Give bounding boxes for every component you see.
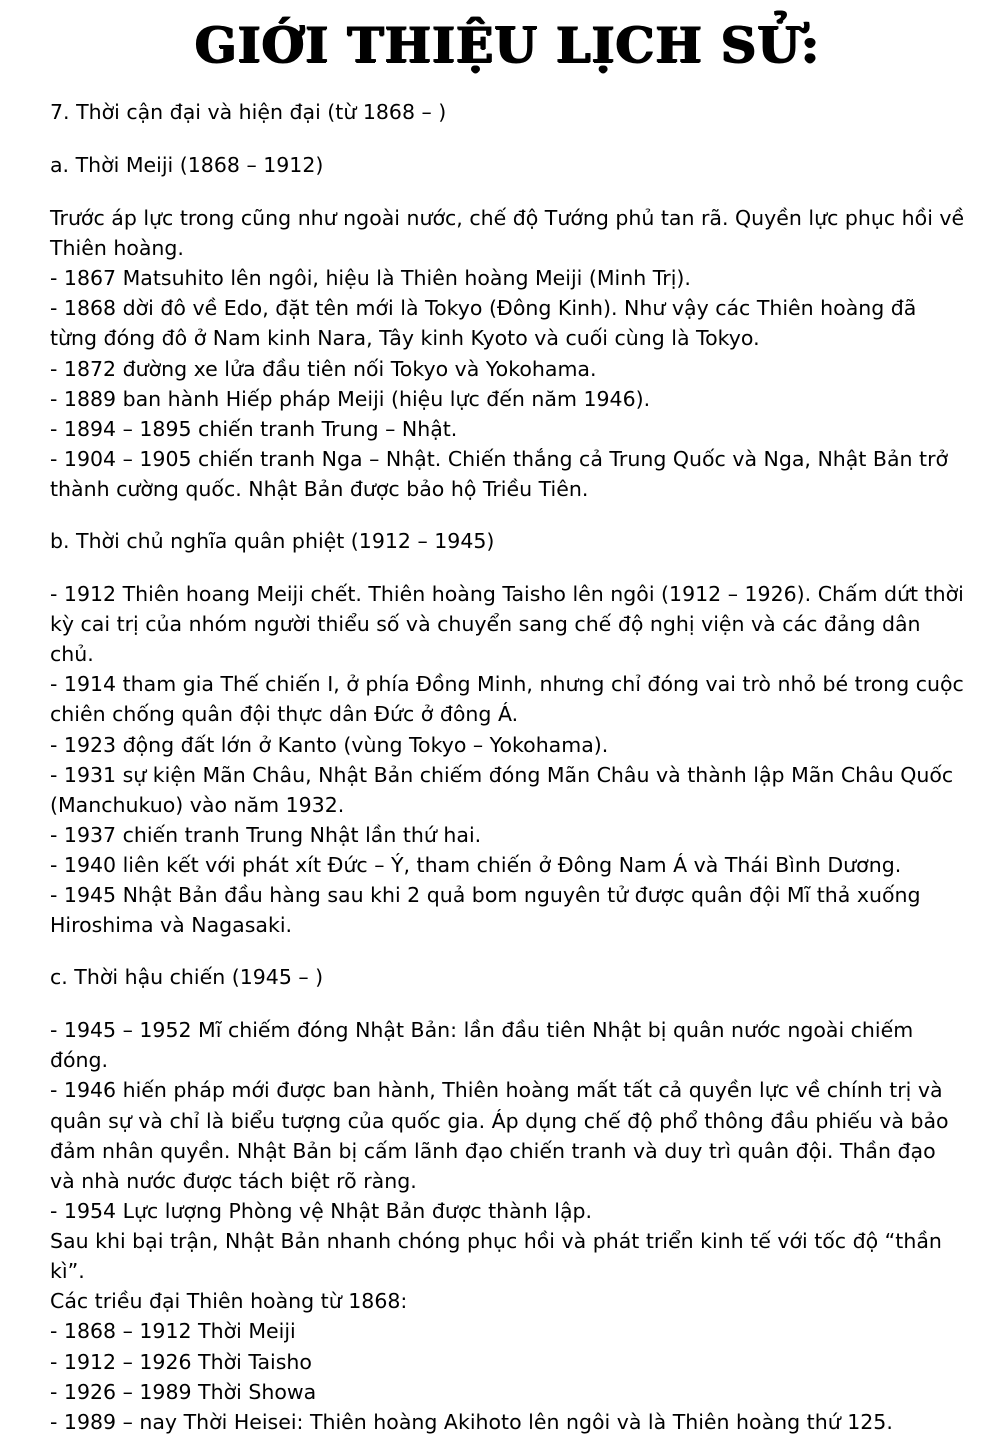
text-line: Sau khi bại trận, Nhật Bản nhanh chóng phục hồi và phát triển kinh tế với tốc độ “thần kì”. [50, 1229, 942, 1284]
subsection-heading-a: a. Thời Meiji (1868 – 1912) [50, 153, 324, 178]
text-line: - 1867 Matsuhito lên ngôi, hiệu là Thiên hoàng Meiji (Minh Trị). [50, 266, 691, 291]
text-line: - 1923 động đất lớn ở Kanto (vùng Tokyo – Yokohama). [50, 732, 609, 757]
text-line: - 1989 – nay Thời Heisei: Thiên hoàng Akihoto lên ngôi và là Thiên hoàng thứ 125. [50, 1409, 893, 1434]
text-line: - 1868 dời đô về Edo, đặt tên mới là Tokyo (Đông Kinh). Như vậy các Thiên hoàng đã từng đóng đô ở Nam kinh Nara, Tây kinh Kyoto và cuối cùng là Tokyo. [50, 296, 917, 351]
page-title: GIỚI THIỆU LỊCH SỬ: [194, 16, 821, 74]
text-line: - 1931 sự kiện Mãn Châu, Nhật Bản chiếm đóng Mãn Châu và thành lập Mãn Châu Quốc (Manchukuo) vào năm 1932. [50, 762, 954, 817]
subsection-body-b [50, 579, 965, 941]
text-line: - 1889 ban hành Hiếp pháp Meiji (hiệu lực đến năm 1946). [50, 386, 651, 411]
text-line: - 1912 Thiên hoang Meiji chết. Thiên hoàng Taisho lên ngôi (1912 – 1926). Chấm dứt thời kỳ cai trị của nhóm người thiểu số và chuyển sang chế độ nghị viện và các đảng dân chủ. [50, 581, 964, 667]
section-heading: 7. Thời cận đại và hiện đại (từ 1868 – ) [50, 100, 447, 125]
text-line: - 1912 – 1926 Thời Taisho [50, 1349, 312, 1374]
text-line: Trước áp lực trong cũng như ngoài nước, chế độ Tướng phủ tan rã. Quyền lực phục hồi về Thiên hoàng. [50, 205, 965, 261]
text-line: - 1937 chiến tranh Trung Nhật lần thứ hai. [50, 822, 482, 847]
subsection-heading-b: b. Thời chủ nghĩa quân phiệt (1912 – 1945) [50, 529, 495, 554]
text-line: - 1926 – 1989 Thời Showa [50, 1379, 317, 1404]
text-line: - 1946 hiến pháp mới được ban hành, Thiên hoàng mất tất cả quyền lực về chính trị và quân sự và chỉ là biểu tượng của quốc gia. Áp dụng chế độ phổ thông đầu phiếu và bảo đảm nhân quyền. Nhật Bản bị cấm lãnh đạo chiến tranh và duy trì quân đội. Thần đạo và nhà nước được tách biệt rõ ràng. [50, 1078, 949, 1193]
text-line: Các triều đại Thiên hoàng từ 1868: [50, 1289, 408, 1314]
subsection-heading-c: c. Thời hậu chiến (1945 – ) [50, 965, 324, 990]
text-line: - 1954 Lực lượng Phòng vệ Nhật Bản được thành lập. [50, 1198, 593, 1223]
subsection-body-c [50, 1015, 965, 1437]
text-line: - 1940 liên kết với phát xít Đức – Ý, tham chiến ở Đông Nam Á và Thái Bình Dương. [50, 853, 902, 878]
text-line: - 1914 tham gia Thế chiến I, ở phía Đồng Minh, nhưng chỉ đóng vai trò nhỏ bé trong cuộc chiên chống quân đội thực dân Đức ở đông Á. [50, 672, 964, 727]
text-line: - 1945 Nhật Bản đầu hàng sau khi 2 quả bom nguyên tử được quân đội Mĩ thả xuống Hiroshima và Nagasaki. [50, 883, 921, 938]
text-line: - 1872 đường xe lửa đầu tiên nối Tokyo và Yokohama. [50, 356, 597, 381]
text-line: - 1945 – 1952 Mĩ chiếm đóng Nhật Bản: lần đầu tiên Nhật bị quân nước ngoài chiếm đóng. [50, 1018, 914, 1073]
text-line: - 1894 – 1895 chiến tranh Trung – Nhật. [50, 416, 458, 441]
text-line: - 1868 – 1912 Thời Meiji [50, 1319, 296, 1344]
subsection-body-a [50, 203, 965, 504]
text-line: - 1904 – 1905 chiến tranh Nga – Nhật. Chiến thắng cả Trung Quốc và Nga, Nhật Bản trở thành cường quốc. Nhật Bản được bảo hộ Triều Tiên. [50, 446, 949, 502]
